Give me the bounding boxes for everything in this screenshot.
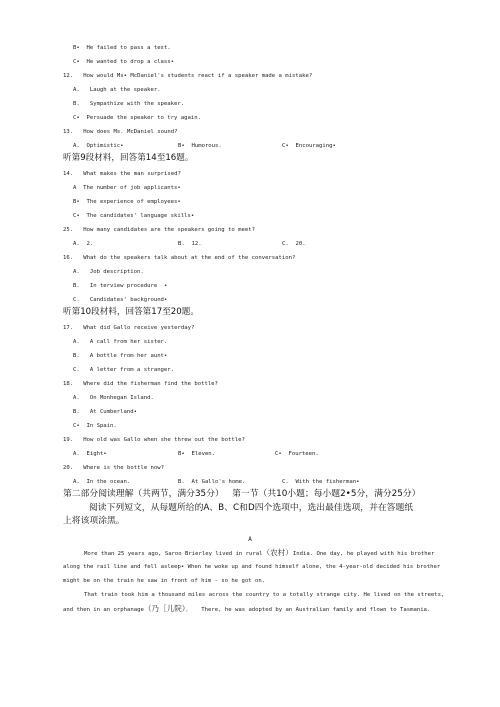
option-text: A. A call from her sister. (73, 339, 168, 345)
question-14: 14. What makes the man surprised? (63, 171, 181, 177)
question-16: 16. What do the speakers talk about at the end of the conversation? (63, 255, 296, 261)
option-text: C. Candidates' background• (73, 297, 168, 303)
option-text: C. With the fisherman• (282, 479, 360, 485)
option-text: B• He failed to pass a test. (73, 45, 171, 51)
option-text: C• He wanted to drop a class• (73, 59, 175, 65)
option-text: A. Laugh at the speaker. (73, 87, 161, 93)
passage-text: More than 25 years ago, Saroo Brierley lived in rural (84, 551, 263, 557)
option-text: A. Optimistic• (73, 143, 124, 149)
passage-text: and then in an orphanage (63, 607, 144, 613)
option-text: B. Sympathize with the speaker. (73, 101, 185, 107)
question-19: 19. How old was Gallo when she threw out the bottle? (63, 437, 245, 443)
option-text: C• Encouraging• (282, 143, 336, 149)
option-text: B. At Gallo's home. (178, 479, 246, 485)
option-text: B• Eleven. (178, 451, 216, 457)
option-text: A. Job description. (73, 269, 144, 275)
option-text: A. Eight• (73, 451, 107, 457)
option-text: B. At Cumberland• (73, 409, 137, 415)
passage-title: A (248, 536, 252, 543)
section-heading-9: 听第9段材料，回答第14至16题。 (63, 153, 194, 163)
option-text: C• Fourteen. (275, 451, 319, 457)
option-text: B. 12. (178, 241, 202, 247)
option-text: C• In Spain. (73, 423, 117, 429)
passage-line: That train took him a thousand miles across the country to a totally strange city. He lived on the streets, (84, 592, 445, 598)
option-text: B• Humorous. (178, 143, 222, 149)
option-text: B. A bottle from her aunt• (73, 353, 168, 359)
question-15: 25. How many candidates are the speakers going to meet? (63, 227, 255, 233)
question-20: 20. Where is the bottle now? (63, 465, 165, 471)
section-heading-10: 听第10段材料，回答第17至20题。 (63, 307, 199, 317)
part-two-heading: 第二部分阅读理解（共两节，满分35分） 第一节（共10小题；每小题2•5分，满分25分） (63, 489, 421, 499)
option-text: A. 2. (73, 241, 94, 247)
option-text: C• The candidates' language skills• (73, 213, 195, 219)
passage-line (63, 605, 430, 614)
passage-gloss: （农村） (262, 548, 293, 557)
question-13: 13. How does Ms. McDaniel sound? (63, 129, 178, 135)
option-text: A. In the ocean. (73, 479, 131, 485)
option-text: C• Persuade the speaker to try again. (73, 115, 201, 121)
passage-text: India. One day, he played with his brother (292, 551, 435, 557)
passage-line: might be on the train he saw in front of him - so he got on. (63, 578, 266, 584)
option-text: B• The experience of employees• (73, 199, 181, 205)
question-18: 18. Where did the fisherman find the bottle? (63, 381, 218, 387)
instructions-line-1: 阅读下列短文，从每题所给的A、B、C和D四个选项中，选出最佳选项，并在答题纸 (89, 503, 414, 513)
option-text: A The number of job applicants• (73, 185, 181, 191)
passage-line (84, 549, 434, 558)
passage-gloss: （乃［儿院） (143, 604, 186, 613)
option-text: B. In terview procedure • (73, 283, 168, 289)
question-17: 17. What did Gallo receive yesterday? (63, 325, 195, 331)
option-text: A. On Monhegan Island. (73, 395, 154, 401)
passage-text: 。 There, he was adopted by an Australian family and flown to Tasmania. (185, 607, 431, 613)
option-text: C. 20. (282, 241, 306, 247)
question-12: 12. How would Ms• McDaniel's students react if a speaker made a mistake? (63, 73, 313, 79)
instructions-line-2: 上将该项涂黑。 (63, 516, 125, 526)
passage-line: along the rail line and fell asleep• When he woke up and found himself alone, the 4-year-old decided his brother (63, 564, 441, 570)
option-text: C. A letter from a stranger. (73, 367, 175, 373)
